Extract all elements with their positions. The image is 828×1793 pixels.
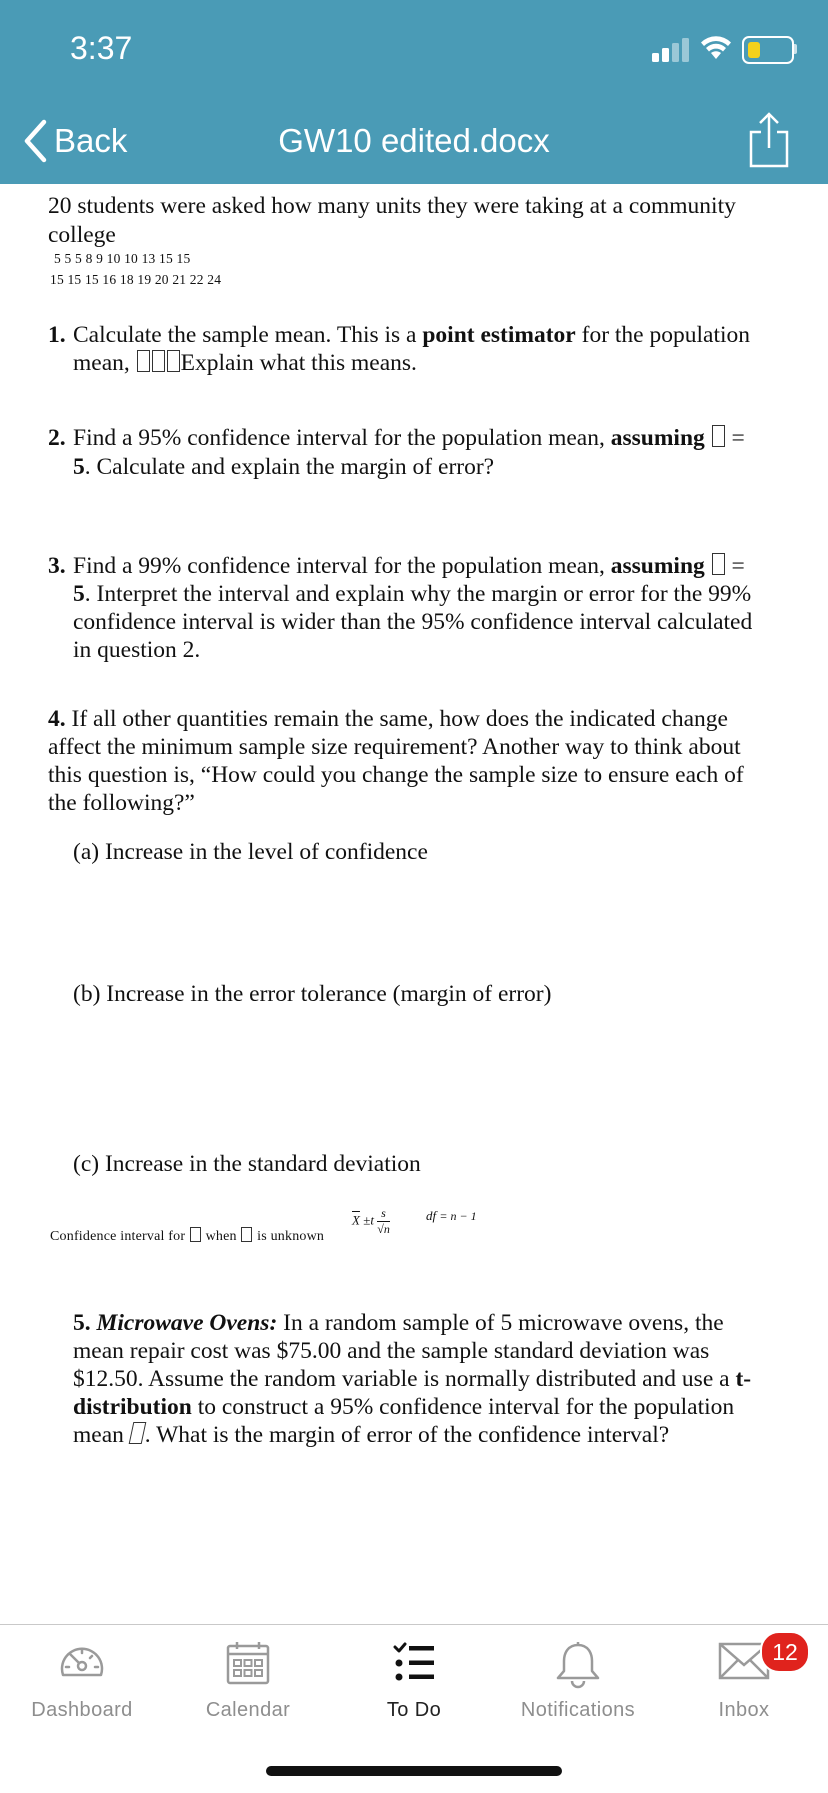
status-bar <box>0 0 828 98</box>
tab-todo[interactable] <box>334 1625 494 1725</box>
question-4c: (c) Increase in the standard deviation <box>73 1151 421 1177</box>
inbox-badge: 12 <box>760 1631 810 1673</box>
tab-inbox-label: Inbox <box>718 1699 770 1721</box>
checklist-icon <box>392 1641 436 1685</box>
question-4-line-2: affect the minimum sample size requirement? Another way to think about <box>48 734 741 760</box>
back-label: Back <box>54 122 128 159</box>
ci-formula <box>352 1206 390 1237</box>
question-5-line-5: mean . What is the margin of error of the confidence interval? <box>73 1422 670 1448</box>
question-3-line-4: in question 2. <box>73 637 201 663</box>
question-3-line-2: 5. Interpret the interval and explain why the margin or error for the 99% <box>73 581 752 607</box>
wifi-icon <box>700 34 732 60</box>
question-4-line-1: 4. If all other quantities remain the same, how does the indicated change <box>48 706 728 732</box>
tab-todo-label: To Do <box>386 1699 442 1721</box>
tab-dashboard-label: Dashboard <box>31 1699 133 1721</box>
tab-calendar[interactable] <box>168 1625 328 1725</box>
chevron-left-icon <box>22 119 48 163</box>
cellular-signal-icon <box>652 38 692 62</box>
formula-fraction: $\frac{s}{√n}$ <box>377 1206 390 1236</box>
question-2-number: 2. <box>48 425 66 451</box>
data-row-1: 5 5 5 8 9 10 10 13 15 15 <box>54 251 191 266</box>
question-4b: (b) Increase in the error tolerance (margin of error) <box>73 981 552 1007</box>
formula-xbar: $\overline{X}$ <box>352 1212 360 1228</box>
question-5-line-4: distribution to construct a 95% confidence interval for the population <box>73 1394 735 1420</box>
document-title: GW10 edited.docx <box>278 122 550 159</box>
home-indicator[interactable] <box>266 1766 562 1776</box>
question-5-line-2: mean repair cost was $75.00 and the sample standard deviation was <box>73 1338 710 1364</box>
tab-notifications-label: Notifications <box>520 1699 636 1721</box>
formula-s: s <box>377 1206 390 1222</box>
status-time: 3:37 <box>70 30 133 66</box>
df-formula <box>426 1208 477 1224</box>
question-4-line-3: this question is, “How could you change the sample size to ensure each of <box>48 762 744 788</box>
question-5-line-3: $12.50. Assume the random variable is normally distributed and use a t- <box>73 1366 752 1392</box>
navigation-bar <box>0 98 828 184</box>
question-4a: (a) Increase in the level of confidence <box>73 839 428 865</box>
formula-n: n <box>383 1222 390 1236</box>
formula-plus-minus: ± <box>363 1212 371 1228</box>
tab-dashboard[interactable] <box>2 1625 162 1725</box>
question-4-line-4: the following?” <box>48 790 195 816</box>
data-row-2: 15 15 15 16 18 19 20 21 22 24 <box>50 272 222 287</box>
back-button[interactable] <box>22 116 127 166</box>
formula-t: t <box>370 1212 374 1228</box>
document-viewer[interactable] <box>0 184 828 1624</box>
question-2-line-1: Find a 95% confidence interval for the population mean, assuming = <box>73 425 745 451</box>
tab-notifications[interactable] <box>498 1625 658 1725</box>
question-3-line-3: confidence interval is wider than the 95% confidence interval calculated <box>73 609 753 635</box>
question-3-number: 3. <box>48 553 66 579</box>
question-1-line-2: mean, Explain what this means. <box>73 350 417 376</box>
question-1-line-1: Calculate the sample mean. This is a point estimator for the population <box>73 322 751 348</box>
battery-tip <box>793 44 797 54</box>
formula-df-eq: = n − 1 <box>439 1209 477 1223</box>
question-5-line-1: 5. Microwave Ovens: In a random sample of 5 microwave ovens, the <box>73 1310 724 1336</box>
bell-icon <box>555 1641 601 1689</box>
question-2-line-2: 5. Calculate and explain the margin of error? <box>73 454 495 480</box>
calendar-icon <box>226 1641 270 1685</box>
tab-calendar-label: Calendar <box>205 1699 291 1721</box>
speedometer-icon <box>57 1641 107 1681</box>
intro-text: 20 students were asked how many units they were taking at a community college <box>48 193 736 248</box>
battery-icon <box>742 36 794 64</box>
share-icon[interactable] <box>746 112 792 168</box>
question-1-number: 1. <box>48 322 66 348</box>
question-3-line-1: Find a 99% confidence interval for the population mean, assuming = <box>73 553 745 579</box>
formula-df: df <box>426 1208 437 1223</box>
ci-note-text: Confidence interval for when is unknown <box>50 1229 325 1244</box>
